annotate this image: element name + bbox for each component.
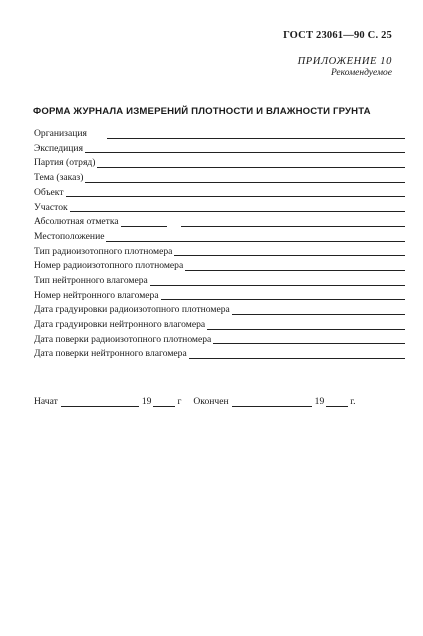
start-label: Начат: [34, 396, 58, 407]
field-moisture-meter-verification-date: [34, 344, 405, 359]
recommended-label: Рекомендуемое: [330, 68, 392, 78]
fill-line[interactable]: [213, 334, 405, 344]
end-date-line[interactable]: [232, 397, 312, 407]
end-label: Окончен: [193, 396, 229, 407]
field-party: [34, 153, 405, 168]
form-title: ФОРМА ЖУРНАЛА ИЗМЕРЕНИЙ ПЛОТНОСТИ И ВЛАЖНОСТИ ГРУНТА: [33, 106, 371, 117]
fill-line[interactable]: [106, 232, 405, 242]
field-expedition: [34, 139, 405, 154]
footer-dates: [34, 396, 379, 407]
field-label: Тип радиоизотопного плотномера: [34, 245, 173, 257]
appendix-block: [298, 56, 392, 78]
fill-line[interactable]: [189, 349, 405, 359]
field-object: [34, 183, 405, 198]
field-densitometer-verification-date: [34, 330, 405, 345]
start-year-prefix: 19: [141, 396, 152, 407]
start-year-line[interactable]: [153, 397, 175, 407]
field-densitometer-calibration-date: [34, 300, 405, 315]
fill-line[interactable]: [232, 305, 405, 315]
appendix-label: ПРИЛОЖЕНИЕ 10: [297, 56, 392, 67]
fill-line[interactable]: [70, 202, 405, 212]
fill-line[interactable]: [121, 217, 167, 227]
field-densitometer-type: [34, 242, 405, 257]
field-location: [34, 227, 405, 242]
fill-line[interactable]: [85, 173, 405, 183]
fill-line[interactable]: [107, 129, 405, 139]
start-year-suffix: г: [177, 396, 182, 407]
field-label: Тип нейтронного влагомера: [34, 274, 148, 286]
field-label: Номер радиоизотопного плотномера: [34, 260, 184, 272]
field-moisture-meter-type: [34, 271, 405, 286]
field-label: Объект: [34, 186, 64, 198]
field-label: Дата градуировки радиоизотопного плотномера: [34, 304, 230, 316]
field-label: Организация: [34, 128, 87, 140]
fill-line[interactable]: [174, 246, 405, 256]
end-year-line[interactable]: [326, 397, 348, 407]
field-label: Дата градуировки нейтронного влагомера: [34, 319, 206, 331]
field-label: Дата поверки радиоизотопного плотномера: [34, 333, 212, 345]
field-label: Местоположение: [34, 230, 105, 242]
form-fields: [34, 124, 405, 359]
fill-line[interactable]: [185, 261, 405, 271]
field-moisture-meter-calibration-date: [34, 315, 405, 330]
field-label: Номер нейтронного влагомера: [34, 289, 159, 301]
field-organization: [34, 124, 405, 139]
field-densitometer-number: [34, 256, 405, 271]
field-label: Тема (заказ): [34, 172, 84, 184]
field-theme: [34, 168, 405, 183]
fill-line[interactable]: [150, 276, 405, 286]
field-site: [34, 197, 405, 212]
fill-line[interactable]: [85, 143, 405, 153]
end-year-prefix: 19: [314, 396, 325, 407]
field-absolute-elevation: [34, 212, 405, 227]
end-year-suffix: г.: [350, 396, 356, 407]
fill-line[interactable]: [207, 320, 405, 330]
field-moisture-meter-number: [34, 286, 405, 301]
standard-page-header: ГОСТ 23061—90 С. 25: [283, 30, 392, 41]
fill-line[interactable]: [161, 290, 405, 300]
field-label: Партия (отряд): [34, 157, 96, 169]
fill-line[interactable]: [97, 158, 405, 168]
field-label: Дата поверки нейтронного влагомера: [34, 348, 187, 360]
fill-line[interactable]: [181, 217, 405, 227]
field-label: Экспедиция: [34, 142, 83, 154]
fill-line[interactable]: [66, 187, 405, 197]
start-date-line[interactable]: [61, 397, 139, 407]
field-label: Абсолютная отметка: [34, 216, 119, 228]
field-label: Участок: [34, 201, 68, 213]
